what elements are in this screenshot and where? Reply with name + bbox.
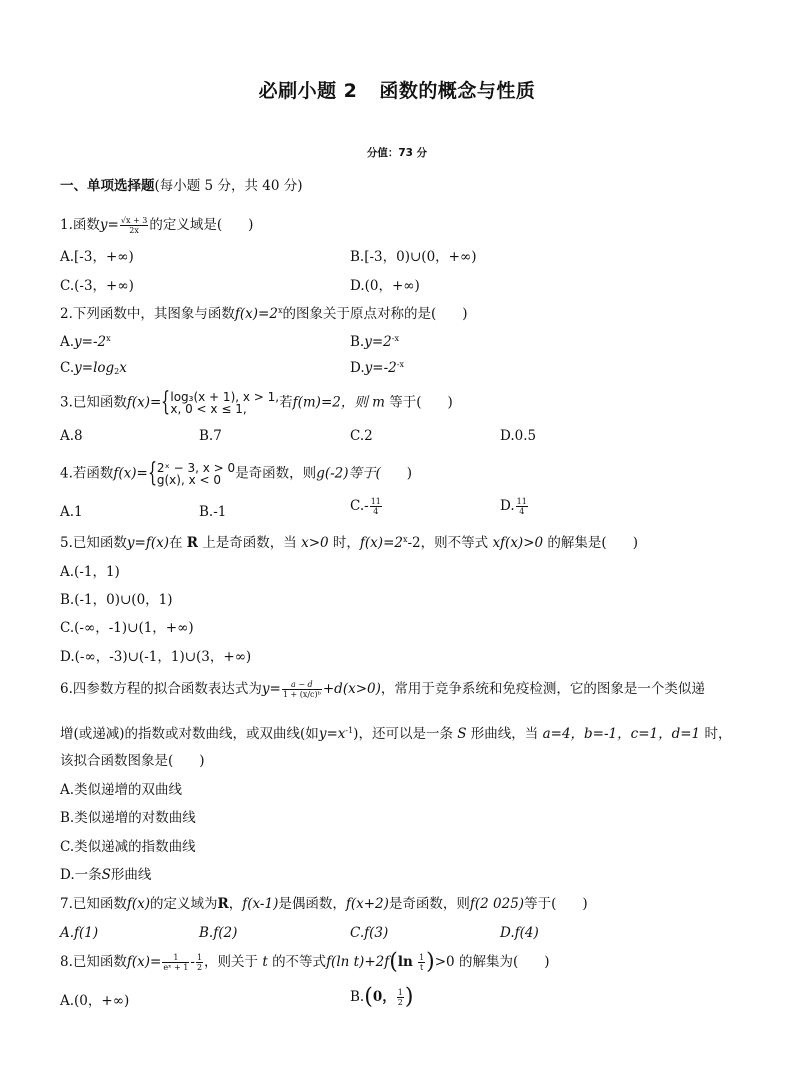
q3-row2: x, 0 < x ≤ 1, [170, 402, 247, 416]
q2-c-label: C. [60, 360, 75, 376]
score-label: 分值：73 分 [366, 147, 428, 159]
q4-text: 4.若函数 [60, 465, 114, 482]
question-7 [60, 895, 588, 913]
q1-fraction [120, 216, 149, 235]
q4-d-num: 11 [516, 497, 527, 506]
q3-fm: f(m)=2，则 [292, 394, 368, 411]
q5-option-d[interactable]: D.(-∞，-3)∪(-1，1)∪(3，+∞) [60, 649, 252, 665]
q1-y: y= [99, 217, 119, 233]
q8-num3: 1 [419, 953, 425, 962]
q2-d-label: D. [350, 360, 365, 376]
q2-a-sup: x [106, 334, 111, 343]
q2-b-label: B. [350, 334, 365, 350]
question-6-line3 [60, 752, 205, 770]
q4-piecewise: { 2ˣ − 3, x > 0 g(x), x < 0 [147, 458, 236, 488]
q2-sup: x [277, 306, 283, 315]
q1-text: 1.函数 [60, 217, 100, 233]
q4-c-fraction [370, 497, 382, 516]
q2-a-label: A. [60, 334, 75, 350]
q2-post: 的图象关于原点对称的是( [282, 306, 437, 322]
q5-text: 5.已知函数 [60, 535, 127, 551]
q5-cond: x>0 [301, 535, 329, 551]
q7-mid: 的定义域为 [150, 896, 218, 912]
q3-fx: f(x)= [126, 394, 162, 411]
section-label: 一、单项选择题 [60, 178, 155, 194]
q8-ln: ln [397, 954, 413, 970]
q1-option-b[interactable]: B.[-3，0)∪(0，+∞) [350, 249, 477, 265]
q2-close: ) [462, 306, 468, 322]
q6-plus: + [322, 681, 335, 697]
q8-post: >0 的解集为( [434, 954, 519, 970]
question-8: 8.已知函数f(x)= $\frac{1}{\text{eˣ + 1}}$ - $\frac{1}{2}$ ，则关于 t 的不等式f(ln t)+2f(ln $\frac{1}{t}$ )>0 的解集为( ) [60, 949, 550, 975]
q2-fx: f(x)=2 [234, 306, 278, 322]
q8-b-fraction [397, 988, 404, 1007]
q5-option-a[interactable]: A.(-1，1) [60, 564, 120, 580]
q8-minus: - [190, 954, 195, 970]
q8-frac2 [196, 953, 203, 972]
q3-option-b[interactable]: B.7 [199, 428, 222, 444]
q8-close: ) [544, 954, 550, 970]
q3-mid: 若 [279, 394, 293, 411]
q2-d-sup: -x [396, 360, 404, 369]
q3-text: 3.已知函数 [60, 394, 127, 411]
q2-d-expr: y=-2 [364, 360, 397, 376]
q2-a-expr: y=-2 [74, 334, 107, 350]
q4-row2: g(x), x < 0 [156, 473, 221, 487]
q6-line2sup: -1 [345, 726, 354, 735]
q8-frac1 [162, 953, 189, 972]
q7-f2: f(x+2) [345, 896, 389, 912]
q5-mid: 上是奇函数，当 [202, 535, 297, 551]
q8-b-den: 2 [397, 998, 403, 1007]
q7-text: 7.已知函数 [60, 896, 127, 912]
title-part1: 必刷小题 2 [258, 80, 358, 102]
q2-b-sup: -x [391, 334, 399, 343]
q4-d-label: D. [500, 498, 515, 514]
q7-option-a[interactable]: A.f(1) [60, 925, 99, 941]
q6-d-post: 形曲线 [110, 867, 152, 883]
q6-line2d: 形曲线，当 [470, 726, 539, 742]
q8-num2: 1 [196, 953, 203, 962]
q6-line2c: )，还可以是一条 [353, 726, 453, 742]
q5-option-b[interactable]: B.(-1，0)∪(0，1) [60, 592, 173, 608]
q8-b-label: B. [350, 989, 365, 1005]
q6-den: 1 + (x/c)ᵇ [282, 690, 321, 699]
q4-option-a[interactable]: A.1 [60, 504, 83, 520]
question-3 [60, 387, 453, 417]
q8-b-num: 1 [397, 988, 403, 997]
q5-ineq: xf(x)>0 [492, 535, 544, 551]
q5-option-c[interactable]: C.(-∞，-1)∪(1，+∞) [60, 620, 194, 636]
section-heading [60, 177, 302, 195]
question-4 [60, 458, 413, 488]
q3-row1: log₃(x + 1), x > 1, [170, 390, 280, 404]
q1-num: √x + 3 [120, 216, 148, 225]
q4-c-label: C.- [350, 498, 369, 514]
q3-close: ) [447, 394, 453, 411]
q8-option-a[interactable]: A.(0，+∞) [60, 993, 130, 1009]
q7-t2: 是奇函数，则 [388, 896, 470, 912]
q4-close: ) [406, 465, 413, 482]
q6-option-c[interactable]: C.类似递减的指数曲线 [60, 839, 196, 855]
q4-option-b[interactable]: B.-1 [199, 504, 227, 520]
q1-close: ) [248, 217, 254, 233]
q8-option-b[interactable]: B.(0， $\frac{1}{2}$ ) [350, 984, 414, 1010]
q8-text: 8.已知函数 [60, 954, 127, 970]
q6-y: y= [261, 681, 281, 697]
question-2 [60, 305, 468, 323]
q6-d-S: S [101, 867, 111, 883]
q4-g: g(-2)等于( [316, 465, 381, 482]
q4-option-d[interactable] [500, 497, 529, 516]
q6-option-d[interactable] [60, 866, 151, 884]
q7-c1: ， [228, 896, 243, 912]
q4-d-den: 4 [519, 507, 525, 516]
q4-c-den: 4 [373, 507, 379, 516]
q6-text: 6.四参数方程的拟合函数表达式为 [60, 681, 262, 697]
q6-line2a: 增(或递减)的指数或对数曲线，或双曲线(如 [60, 726, 319, 742]
q5-fx: f(x)=2 [359, 535, 403, 551]
q7-fx: f(x) [126, 896, 151, 912]
q7-post: 等于( [524, 896, 557, 912]
q2-option-d[interactable] [350, 359, 404, 377]
q2-option-b[interactable] [350, 333, 399, 351]
q8-den2: 2 [196, 963, 203, 972]
q6-post: ，常用于竞争系统和免疫检测，它的图象是一个类似递 [380, 681, 705, 697]
q1-option-d[interactable]: D.(0，+∞) [350, 278, 420, 294]
question-5 [60, 534, 638, 552]
q5-in: 在 [168, 535, 183, 551]
q7-option-c[interactable]: C.f(3) [350, 925, 389, 941]
q6-params: a=4，b=-1，c=1，d=1 [542, 726, 701, 742]
q7-f3: f(2 025) [469, 896, 525, 912]
q5-post: 的解集是( [547, 535, 607, 551]
q8-f1: f(ln t)+2f [326, 954, 390, 970]
question-1 [60, 216, 253, 235]
q5-yfx: y=f(x) [126, 535, 169, 551]
q5-R: R [186, 535, 199, 551]
q6-line3: 该拟合函数图象是( [60, 753, 174, 769]
q8-num1: 1 [162, 953, 189, 963]
q1-den: 2x [129, 226, 139, 235]
q8-den3: t [420, 963, 424, 972]
q2-option-a[interactable] [60, 333, 111, 351]
q3-option-a[interactable]: A.8 [60, 428, 83, 444]
q7-option-d[interactable]: D.f(4) [500, 925, 539, 941]
page-title [0, 76, 794, 103]
question-6-line2 [60, 725, 731, 743]
q7-f1: f(x-1) [242, 896, 279, 912]
q5-when: 时， [332, 535, 360, 551]
q8-fx: f(x)= [126, 954, 162, 970]
q8-frac3 [418, 953, 425, 972]
q2-c-sub: 2 [114, 367, 120, 376]
q6-num: a − d [282, 680, 322, 690]
q3-option-c[interactable]: C.2 [350, 428, 373, 444]
q4-fx: f(x)= [113, 465, 148, 482]
q8-mid2: 的不等式 [272, 954, 327, 970]
q2-b-expr: y=2 [364, 334, 392, 350]
q2-c-x: x [119, 360, 127, 376]
q7-R: R [217, 896, 229, 912]
q4-post: 是奇函数，则 [235, 465, 317, 482]
q8-mid: ，则关于 [204, 954, 259, 970]
q6-option-b[interactable]: B.类似递增的对数曲线 [60, 810, 196, 826]
q1-post: 的定义域是( [149, 217, 223, 233]
q7-option-b[interactable]: B.f(2) [199, 925, 238, 941]
q6-fraction [282, 680, 322, 699]
q1-option-a[interactable]: A.[-3，+∞) [60, 249, 134, 265]
q4-row1: 2ˣ − 3, x > 0 [156, 461, 236, 475]
q6-d: d(x>0) [334, 681, 381, 697]
q2-option-c[interactable] [60, 359, 127, 377]
q7-close: ) [582, 896, 588, 912]
q2-c-expr: y=log [74, 360, 115, 376]
q1-option-c[interactable]: C.(-3，+∞) [60, 278, 134, 294]
q5-tail: -2，则不等式 [407, 535, 489, 551]
question-6 [60, 680, 705, 699]
q3-post: 等于( [389, 394, 422, 411]
q4-c-num: 11 [370, 497, 381, 506]
q3-option-d[interactable]: D.0.5 [500, 428, 537, 444]
q6-option-a[interactable]: A.类似递增的双曲线 [60, 782, 183, 798]
title-part2: 函数的概念与性质 [379, 80, 536, 102]
q3-piecewise: { log₃(x + 1), x > 1, x, 0 < x ≤ 1, [161, 387, 280, 417]
q6-S: S [457, 726, 467, 742]
q6-line2b: y=x [318, 726, 346, 742]
q2-text: 2.下列函数中，其图象与函数 [60, 306, 235, 322]
q5-sup: x [402, 535, 408, 544]
section-note: (每小题 5 分，共 40 分) [154, 178, 303, 194]
q8-b-a: 0， [372, 989, 396, 1005]
q7-t1: 是偶函数， [278, 896, 346, 912]
q4-d-fraction [516, 497, 528, 516]
q8-den1: eˣ + 1 [163, 963, 189, 972]
q4-option-c[interactable] [350, 497, 383, 516]
q5-close: ) [632, 535, 638, 551]
q6-close: ) [199, 753, 205, 769]
q3-m: m [372, 394, 385, 411]
q6-d-label: D.一条 [60, 867, 102, 883]
q8-t: t [262, 954, 268, 970]
q6-line2e: 时， [704, 726, 732, 742]
